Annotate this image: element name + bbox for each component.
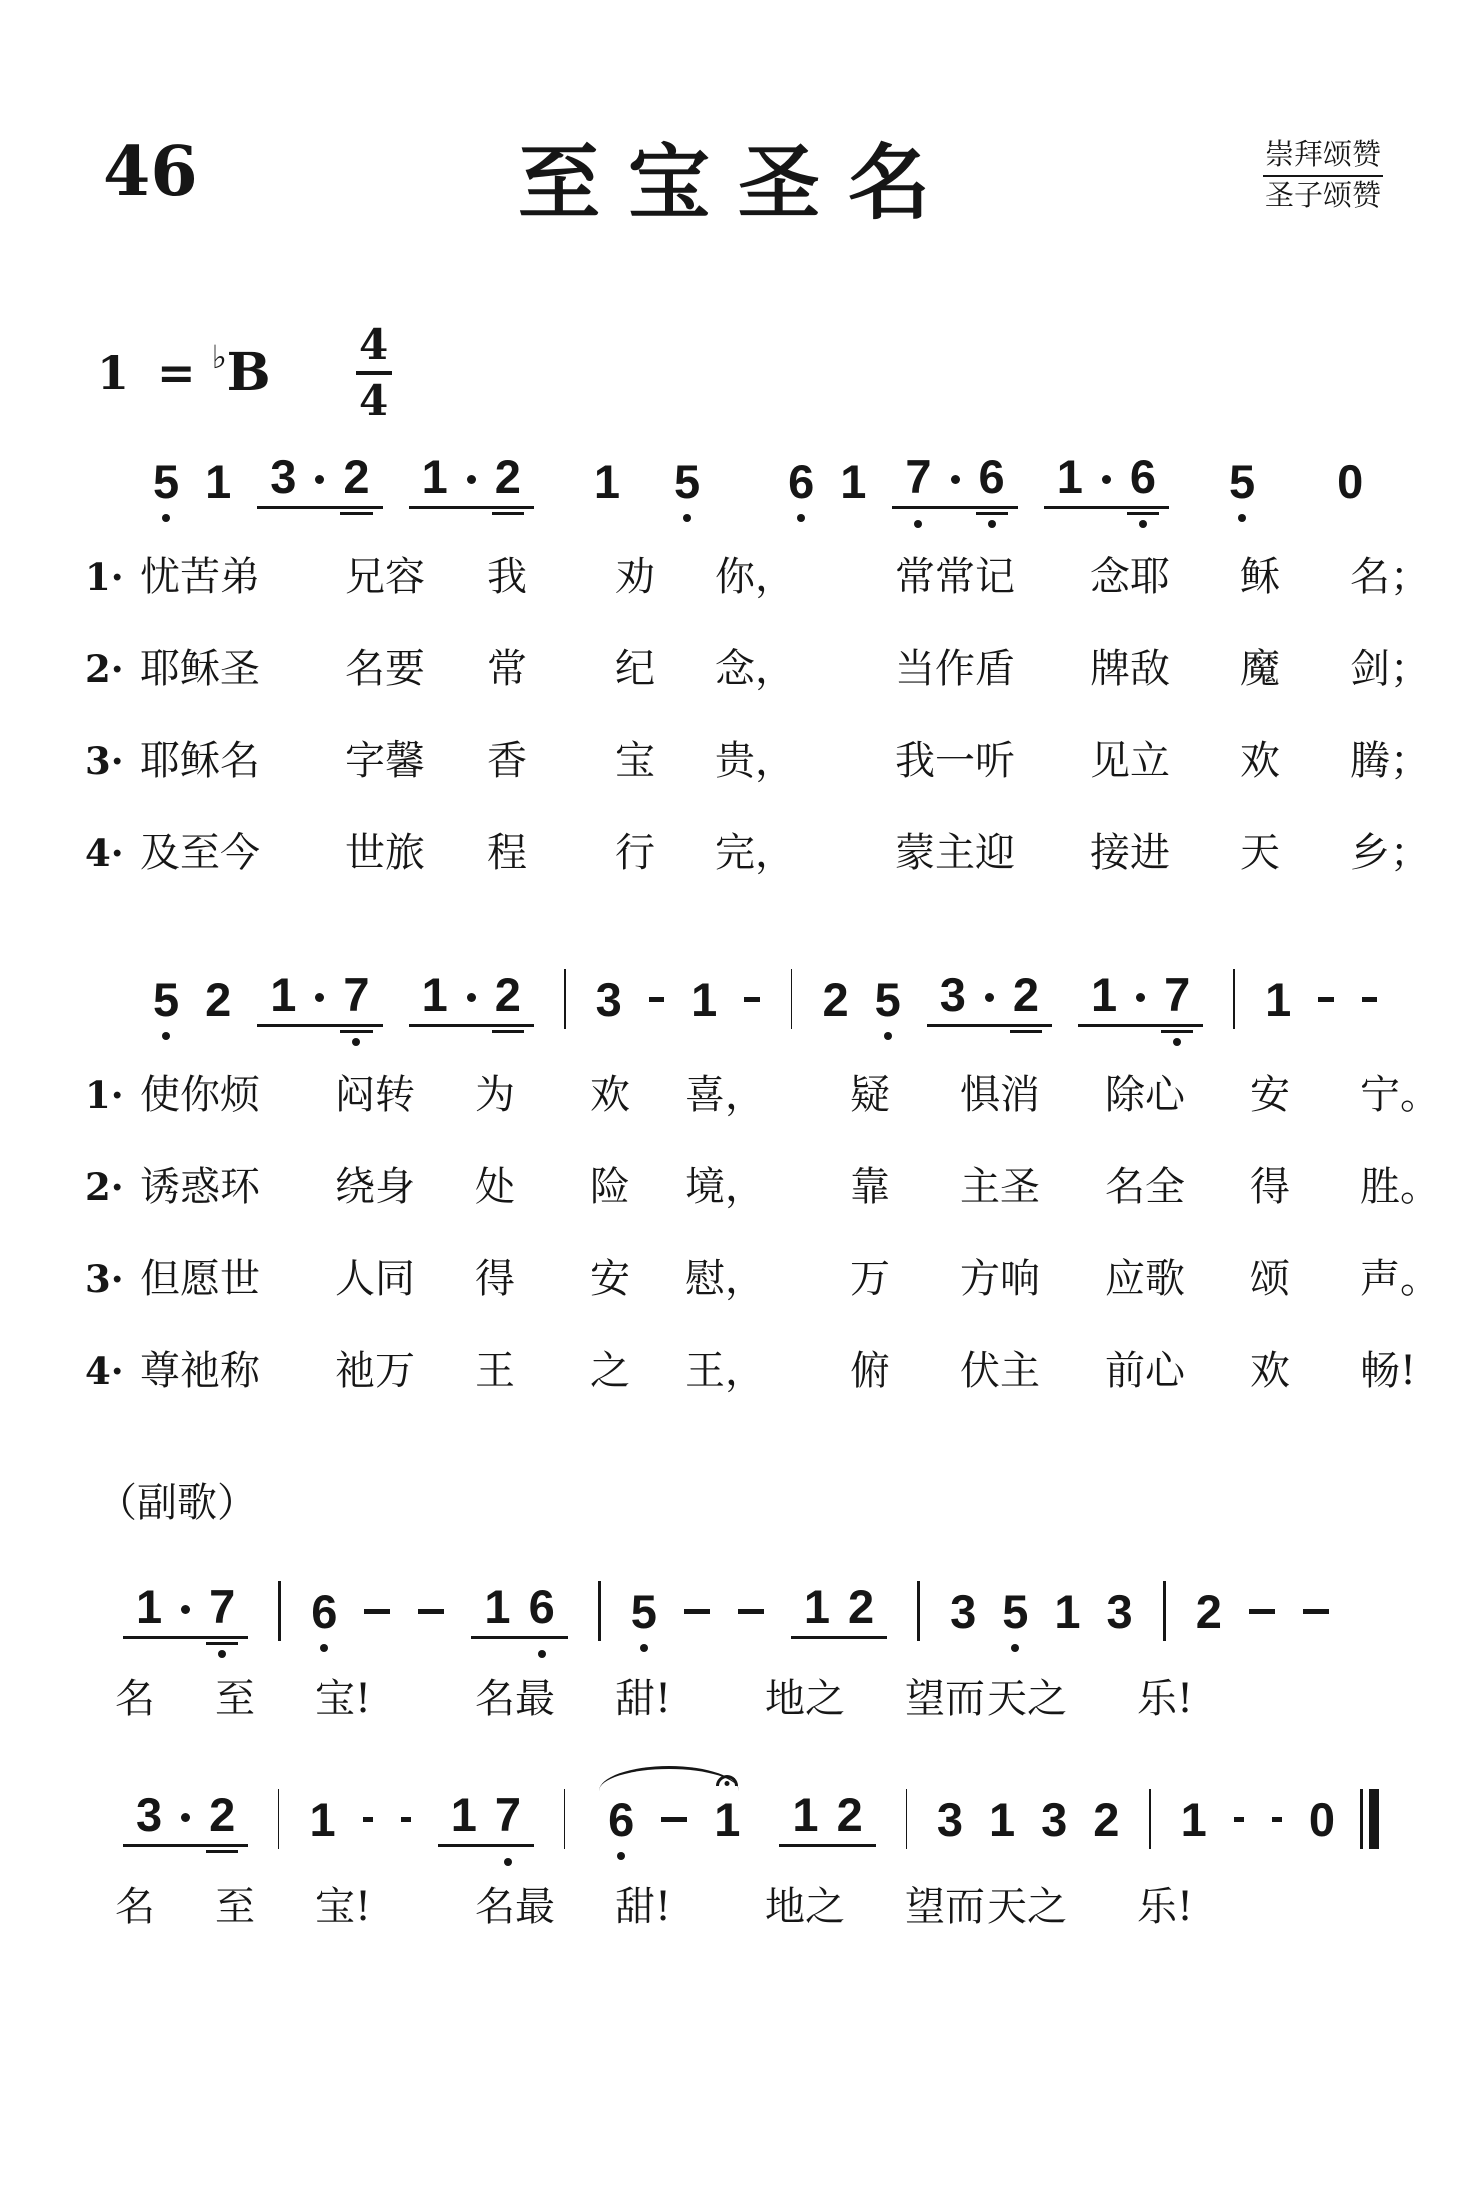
beam-group: [438, 1788, 534, 1847]
note: 1: [421, 968, 448, 1021]
final-bar-thick: [1369, 1789, 1379, 1849]
chorus-lyrics-1: [85, 1667, 1391, 1747]
octave-down-dot-icon: [162, 514, 170, 522]
lyric-cell: 剑；: [1350, 646, 1430, 692]
lyric-cell: 香: [487, 738, 527, 784]
music-line-verse-a: [140, 425, 1391, 537]
verse-number: 4·: [85, 1349, 124, 1393]
note: 2: [494, 968, 521, 1021]
lyric-cell: 常常记: [895, 554, 1015, 600]
lyric-cell: 闷转: [335, 1072, 415, 1118]
duration-dash-icon: [744, 997, 759, 1002]
lyric-cell: 名全: [1105, 1164, 1185, 1210]
beam-group: [1078, 968, 1203, 1027]
lyric-cell: 甜!: [615, 1676, 672, 1722]
octave-down-dot-icon: [797, 514, 805, 522]
verse-number: 3·: [85, 1257, 124, 1301]
lyric-cell: 险: [590, 1164, 630, 1210]
beam-group: [927, 968, 1052, 1027]
duration-dash-icon: [738, 1609, 764, 1614]
duration-dash-icon: [1362, 997, 1377, 1002]
lyric-cell: 声。: [1360, 1256, 1440, 1302]
lyric-cell: 应歌: [1105, 1256, 1185, 1302]
lyric-cell: 我: [487, 554, 527, 600]
lyric-cell: 名；: [1350, 554, 1430, 600]
lyric-cell: 乐!: [1137, 1884, 1194, 1930]
lyric-cell: 慰，: [685, 1256, 765, 1302]
dotted-rhythm-dot-icon: [1136, 993, 1145, 1002]
beam-group: [791, 1580, 887, 1639]
lyric-cell: 蒙主迎: [895, 830, 1015, 876]
lyric-row: [85, 1247, 1440, 1339]
note: 5: [631, 1588, 657, 1635]
note: 5: [153, 976, 179, 1023]
lyric-cell: 贵，: [715, 738, 795, 784]
lyric-cell: 兄容: [345, 554, 425, 600]
lyric-cell: 忧苦弟: [140, 554, 260, 600]
barline: [906, 1789, 907, 1849]
category-labels: [1263, 136, 1383, 214]
duration-dash-icon: [418, 1609, 444, 1614]
note: 2: [209, 1788, 236, 1841]
note: 7: [343, 971, 369, 1018]
lyric-cell: 惧消: [960, 1072, 1040, 1118]
dotted-rhythm-dot-icon: [181, 1813, 190, 1822]
lyric-cell: 名最: [475, 1884, 555, 1930]
lyric-cell: 得: [475, 1256, 515, 1302]
music-line-chorus-2: [110, 1763, 1391, 1875]
note: 2: [343, 450, 370, 503]
duration-dash-icon: [1249, 1609, 1275, 1614]
note: 7: [209, 1583, 235, 1630]
lyric-cell: 耶稣名: [140, 738, 260, 784]
lyric-cell: 境，: [685, 1164, 765, 1210]
beam-group: [257, 450, 382, 509]
note: 1: [1180, 1792, 1207, 1846]
dotted-rhythm-dot-icon: [985, 993, 994, 1002]
lyric-cell: 甜!: [615, 1884, 672, 1930]
lyric-cell: 常: [487, 646, 527, 692]
lyric-cell: 念耶: [1090, 554, 1170, 600]
lyric-cell: 宁。: [1360, 1072, 1440, 1118]
lyric-cell: 及至今: [140, 830, 260, 876]
lyric-cell: 当作盾: [895, 646, 1015, 692]
octave-down-dot-icon: [538, 1650, 546, 1658]
lyric-cell: 程: [487, 830, 527, 876]
dotted-rhythm-dot-icon: [1102, 475, 1111, 484]
note: 1: [309, 1792, 336, 1846]
lyric-cell: 天之: [987, 1676, 1067, 1722]
duration-dash-icon: [1303, 1609, 1329, 1614]
duration-dash-icon: [401, 1817, 411, 1822]
lyric-cell: 得: [1250, 1164, 1290, 1210]
lyric-row: [85, 1667, 1391, 1747]
note: 1: [691, 972, 718, 1026]
lyric-row: [85, 1875, 1391, 1955]
note: 6: [608, 1796, 634, 1843]
lyric-cell: 名: [115, 1884, 155, 1930]
note: 2: [1093, 1792, 1120, 1846]
barline: [598, 1581, 601, 1641]
octave-down-dot-icon: [1238, 514, 1246, 522]
lyric-cell: 处: [475, 1164, 515, 1210]
verse-lyrics-second-half: [85, 1063, 1440, 1431]
octave-down-dot-icon: [1173, 1038, 1181, 1046]
lyric-cell: 耶稣圣: [140, 646, 260, 692]
lyric-cell: 望而: [905, 1884, 985, 1930]
note: 2: [847, 1580, 875, 1633]
duration-dash-icon: [1272, 1817, 1282, 1822]
time-lower: 4: [359, 375, 389, 425]
fraction-bar: [356, 371, 392, 375]
key-prefix: 1 =: [97, 345, 202, 400]
beam-group: [409, 450, 534, 509]
note: 1: [136, 1580, 163, 1633]
barline: [564, 1789, 565, 1849]
octave-down-dot-icon: [1011, 1644, 1019, 1652]
note: 6: [529, 1583, 555, 1630]
lyric-row: [85, 729, 1430, 821]
duration-dash-icon: [661, 1817, 687, 1822]
lyric-cell: 接进: [1090, 830, 1170, 876]
flat-icon: ♭: [211, 337, 227, 376]
verse-number: 1·: [85, 555, 124, 599]
octave-down-dot-icon: [162, 1032, 170, 1040]
note: 6: [979, 453, 1005, 500]
note: 2: [836, 1788, 863, 1841]
lyric-cell: 字馨: [345, 738, 425, 784]
note: 5: [875, 976, 901, 1023]
octave-down-dot-icon: [1139, 520, 1147, 528]
lyric-cell: 除心: [1105, 1072, 1185, 1118]
lyric-cell: 方响: [960, 1256, 1040, 1302]
note: 3: [270, 450, 297, 503]
note: 5: [153, 458, 179, 505]
chorus-label: （副歌）: [97, 1480, 257, 1526]
barline: [1233, 969, 1235, 1029]
note: 2: [1012, 968, 1040, 1021]
duration-dash-icon: [1234, 1817, 1244, 1822]
lyric-row: [85, 1339, 1417, 1431]
lyric-cell: 宝!: [315, 1884, 372, 1930]
note: 5: [1002, 1588, 1028, 1635]
octave-down-dot-icon: [914, 520, 922, 528]
lyric-cell: 之: [590, 1348, 630, 1394]
lyric-cell: 欢: [590, 1072, 630, 1118]
dotted-rhythm-dot-icon: [315, 475, 324, 484]
lyric-cell: 世旅: [345, 830, 425, 876]
beam-group: [123, 1580, 248, 1639]
note: 6: [788, 458, 814, 505]
note: 6: [1130, 453, 1156, 500]
barline: [1149, 1789, 1150, 1849]
note: 1: [792, 1788, 819, 1841]
music-line-chorus-1: [110, 1555, 1391, 1667]
note: 3: [136, 1788, 163, 1841]
note: 1: [1056, 450, 1083, 503]
note: 7: [905, 453, 931, 500]
lyric-cell: 纪: [615, 646, 655, 692]
verse-number: 2·: [85, 647, 124, 691]
lyric-cell: 稣: [1240, 554, 1280, 600]
lyric-cell: 至: [215, 1676, 255, 1722]
final-bar-thin: [1360, 1789, 1363, 1849]
verse-lyrics-first-half: [85, 545, 1430, 913]
note: 2: [1195, 1584, 1222, 1638]
lyric-row: [85, 1063, 1440, 1155]
beam-group: [257, 968, 382, 1027]
lyric-cell: 至: [215, 1884, 255, 1930]
note: 3: [950, 1584, 977, 1638]
dotted-rhythm-dot-icon: [315, 993, 324, 1002]
lyric-cell: 俯: [850, 1348, 890, 1394]
lyric-cell: 疑: [850, 1072, 890, 1118]
note: 5: [674, 458, 700, 505]
note: 1: [450, 1788, 477, 1841]
note: 1: [484, 1580, 511, 1633]
octave-down-dot-icon: [988, 520, 996, 528]
note: 1: [1265, 972, 1292, 1026]
lyric-cell: 但愿世: [140, 1256, 260, 1302]
octave-down-dot-icon: [218, 1650, 226, 1658]
note: 3: [939, 968, 966, 1021]
key-signature: [97, 337, 271, 403]
lyric-cell: 乡；: [1350, 830, 1430, 876]
time-signature: [356, 319, 392, 425]
note: 1: [840, 454, 867, 508]
page-header: [85, 118, 1391, 278]
rest-note: 0: [1337, 454, 1364, 508]
note: 1: [205, 454, 232, 508]
lyric-cell: 名: [115, 1676, 155, 1722]
barline: [278, 1581, 281, 1641]
hymn-title: 至宝圣名: [517, 135, 959, 231]
lyric-cell: 天: [1240, 830, 1280, 876]
beam-group: [409, 968, 534, 1027]
lyric-cell: 颂: [1250, 1256, 1290, 1302]
dotted-rhythm-dot-icon: [951, 475, 960, 484]
barline: [791, 969, 793, 1029]
lyric-cell: 名要: [345, 646, 425, 692]
lyric-cell: 胜。: [1360, 1164, 1440, 1210]
lyric-cell: 安: [590, 1256, 630, 1302]
octave-down-dot-icon: [617, 1852, 625, 1860]
note: 1: [421, 450, 448, 503]
octave-down-dot-icon: [884, 1032, 892, 1040]
note: 3: [936, 1792, 963, 1846]
lyric-cell: 欢: [1240, 738, 1280, 784]
octave-down-dot-icon: [320, 1644, 328, 1652]
beam-group: [123, 1788, 248, 1847]
category-top: 崇拜颂赞: [1263, 136, 1383, 177]
octave-down-dot-icon: [504, 1858, 512, 1866]
lyric-cell: 牌敌: [1090, 646, 1170, 692]
beam-group: [1044, 450, 1169, 509]
lyric-row: [85, 545, 1430, 637]
lyric-cell: 使你烦: [140, 1072, 260, 1118]
lyric-cell: 绕身: [335, 1164, 415, 1210]
beam-group: [471, 1580, 567, 1639]
key-time-row: [97, 320, 1391, 425]
note: 1: [989, 1792, 1016, 1846]
verse-number: 3·: [85, 739, 124, 783]
octave-down-dot-icon: [352, 1038, 360, 1046]
lyric-cell: 名最: [475, 1676, 555, 1722]
lyric-cell: 万: [850, 1256, 890, 1302]
verse-number: 1·: [85, 1073, 124, 1117]
lyric-cell: 为: [475, 1072, 515, 1118]
lyric-row: [85, 1155, 1440, 1247]
lyric-cell: 诱惑环: [140, 1164, 260, 1210]
note: 7: [495, 1791, 521, 1838]
slur-group: [595, 1792, 753, 1846]
note: 2: [205, 972, 232, 1026]
note: 2: [822, 972, 849, 1026]
verse-number: 4·: [85, 831, 124, 875]
rest-note: 0: [1308, 1792, 1335, 1846]
beam-group: [892, 450, 1017, 509]
note: 3: [595, 972, 622, 1026]
final-barline: [1360, 1789, 1379, 1849]
lyric-cell: 王，: [685, 1348, 765, 1394]
lyric-cell: 念，: [715, 646, 795, 692]
lyric-cell: 伏主: [960, 1348, 1040, 1394]
lyric-cell: 我一听: [895, 738, 1015, 784]
lyric-cell: 腾；: [1350, 738, 1430, 784]
lyric-cell: 人同: [335, 1256, 415, 1302]
lyric-cell: 望而: [905, 1676, 985, 1722]
lyric-cell: 欢: [1250, 1348, 1290, 1394]
note: 5: [1229, 458, 1255, 505]
verse-number: 2·: [85, 1165, 124, 1209]
lyric-cell: 你，: [715, 554, 795, 600]
lyric-cell: 宝!: [315, 1676, 372, 1722]
lyric-cell: 前心: [1105, 1348, 1185, 1394]
time-upper: 4: [359, 319, 389, 369]
lyric-cell: 喜，: [685, 1072, 765, 1118]
key-note: B: [226, 342, 271, 403]
note: 7: [1164, 971, 1190, 1018]
lyric-cell: 劝: [615, 554, 655, 600]
duration-dash-icon: [1318, 997, 1333, 1002]
chorus-lyrics-2: [85, 1875, 1391, 1955]
lyric-row: [85, 637, 1430, 729]
note: 1: [803, 1580, 830, 1633]
barline: [278, 1789, 279, 1849]
lyric-cell: 天之: [987, 1884, 1067, 1930]
music-line-verse-b: [140, 943, 1391, 1055]
lyric-cell: 地之: [765, 1884, 845, 1930]
lyric-row: [85, 821, 1430, 913]
lyric-cell: 畅!: [1360, 1348, 1417, 1394]
note: 3: [1106, 1584, 1133, 1638]
dotted-rhythm-dot-icon: [467, 475, 476, 484]
lyric-cell: 见立: [1090, 738, 1170, 784]
note: 1: [1091, 968, 1118, 1021]
note: 3: [1041, 1792, 1068, 1846]
octave-down-dot-icon: [640, 1644, 648, 1652]
lyric-cell: 安: [1250, 1072, 1290, 1118]
lyric-cell: 地之: [765, 1676, 845, 1722]
note: 1: [593, 454, 620, 508]
duration-dash-icon: [649, 997, 664, 1002]
category-bottom: 圣子颂赞: [1264, 178, 1381, 213]
lyric-cell: 祂万: [335, 1348, 415, 1394]
dotted-rhythm-dot-icon: [467, 993, 476, 1002]
note: 1: [1054, 1584, 1081, 1638]
lyric-cell: 行: [615, 830, 655, 876]
barline: [917, 1581, 920, 1641]
lyric-cell: 魔: [1240, 646, 1280, 692]
dotted-rhythm-dot-icon: [181, 1605, 190, 1614]
octave-down-dot-icon: [683, 514, 691, 522]
note: 6: [311, 1588, 337, 1635]
note: 1: [714, 1796, 740, 1843]
lyric-cell: 王: [475, 1348, 515, 1394]
lyric-cell: 靠: [850, 1164, 890, 1210]
beam-group: [779, 1788, 875, 1847]
duration-dash-icon: [363, 1817, 373, 1822]
lyric-cell: 主圣: [960, 1164, 1040, 1210]
duration-dash-icon: [684, 1609, 710, 1614]
lyric-cell: 完，: [715, 830, 795, 876]
note: 1: [270, 968, 297, 1021]
hymn-number: 46: [103, 132, 198, 212]
fermata-icon: [716, 1775, 738, 1786]
lyric-cell: 乐!: [1137, 1676, 1194, 1722]
note: 2: [494, 450, 521, 503]
lyric-cell: 尊祂称: [140, 1348, 260, 1394]
barline: [1163, 1581, 1166, 1641]
duration-dash-icon: [364, 1609, 390, 1614]
barline: [564, 969, 566, 1029]
lyric-cell: 宝: [615, 738, 655, 784]
